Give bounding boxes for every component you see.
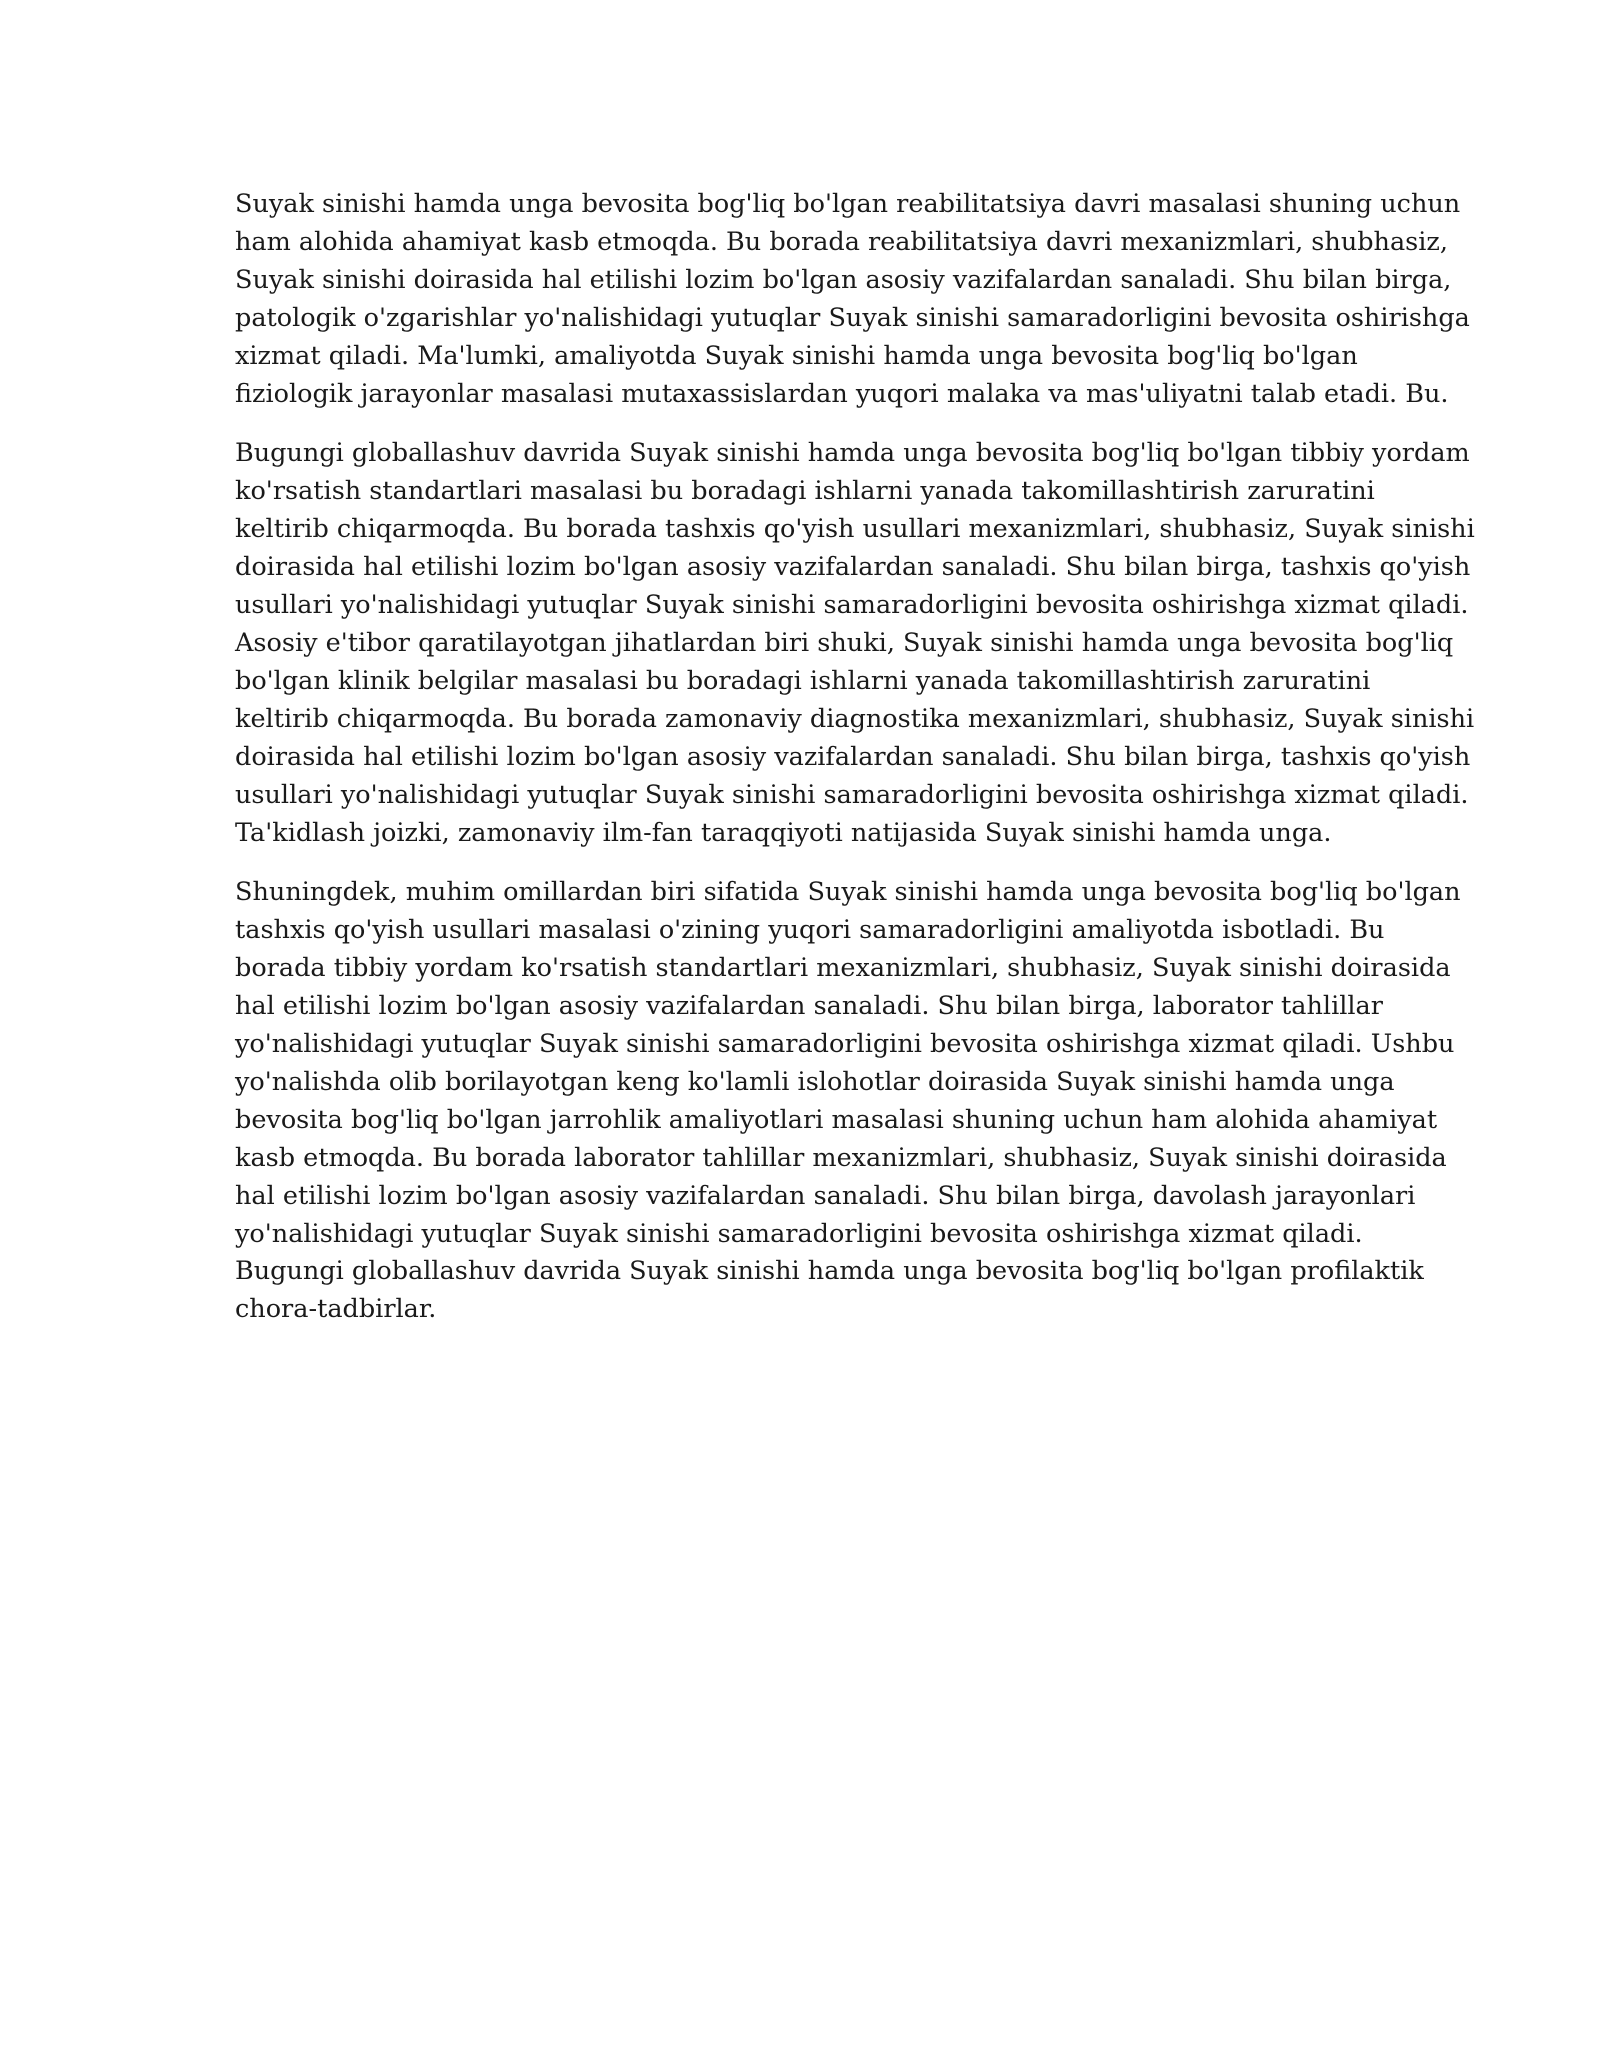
text-line: kasb etmoqda. Bu borada laborator tahlillar mexanizmlari, shubhasiz, Suyak sinishi doirasida [235,1142,1447,1173]
text-line: Suyak sinishi doirasida hal etilishi lozim bo'lgan asosiy vazifalardan sanaladi. Shu bilan birga, [235,264,1452,295]
text-line: keltirib chiqarmoqda. Bu borada zamonaviy diagnostika mexanizmlari, shubhasiz, Suyak sinishi [235,703,1475,734]
text-line: Bugungi globallashuv davrida Suyak sinishi hamda unga bevosita bog'liq bo'lgan profilaktik [235,1256,1424,1287]
text-line: bo'lgan klinik belgilar masalasi bu boradagi ishlarni yanada takomillashtirish zaruratini [235,665,1371,696]
text-line: yo'nalishidagi yutuqlar Suyak sinishi samaradorligini bevosita oshirishga xizmat qiladi. [235,1218,1363,1249]
text-line: xizmat qiladi. Ma'lumki, amaliyotda Suyak sinishi hamda unga bevosita bog'liq bo'lgan [235,340,1358,371]
document-body [235,186,1475,1351]
text-line: Shuningdek, muhim omillardan biri sifatida Suyak sinishi hamda unga bevosita bog'liq bo'lgan [235,877,1461,908]
text-line: ko'rsatish standartlari masalasi bu boradagi ishlarni yanada takomillashtirish zaruratini [235,476,1375,507]
text-line: yo'nalishidagi yutuqlar Suyak sinishi samaradorligini bevosita oshirishga xizmat qiladi. Ushbu [235,1029,1455,1060]
text-line: keltirib chiqarmoqda. Bu borada tashxis qo'yish usullari mexanizmlari, shubhasiz, Suyak sinishi [235,514,1475,545]
text-line: chora-tadbirlar. [235,1294,437,1325]
paragraph-2 [235,435,1475,852]
text-line: Bugungi globallashuv davrida Suyak sinishi hamda unga bevosita bog'liq bo'lgan tibbiy yordam [235,438,1470,469]
text-line: doirasida hal etilishi lozim bo'lgan asosiy vazifalardan sanaladi. Shu bilan birga, tashxis qo'yish [235,552,1471,583]
text-line: tashxis qo'yish usullari masalasi o'zining yuqori samaradorligini amaliyotda isbotladi. Bu [235,915,1385,946]
text-line: hal etilishi lozim bo'lgan asosiy vazifalardan sanaladi. Shu bilan birga, davolash jarayonlari [235,1180,1416,1211]
text-line: Ta'kidlash joizki, zamonaviy ilm-fan taraqqiyoti natijasida Suyak sinishi hamda unga. [235,817,1332,848]
text-line: fiziologik jarayonlar masalasi mutaxassislardan yuqori malaka va mas'uliyatni talab etadi. Bu. [235,378,1449,409]
text-line: doirasida hal etilishi lozim bo'lgan asosiy vazifalardan sanaladi. Shu bilan birga, tashxis qo'yish [235,741,1471,772]
text-line: Suyak sinishi hamda unga bevosita bog'liq bo'lgan reabilitatsiya davri masalasi shuning uchun [235,189,1461,219]
text-line: Asosiy e'tibor qaratilayotgan jihatlardan biri shuki, Suyak sinishi hamda unga bevosita bog'liq [235,627,1454,658]
text-line: yo'nalishda olib borilayotgan keng ko'lamli islohotlar doirasida Suyak sinishi hamda unga [235,1066,1395,1097]
text-line: borada tibbiy yordam ko'rsatish standartlari mexanizmlari, shubhasiz, Suyak sinishi doirasida [235,953,1451,984]
text-line: usullari yo'nalishidagi yutuqlar Suyak sinishi samaradorligini bevosita oshirishga xizmat qiladi. [235,590,1469,621]
paragraph-3 [235,874,1461,1329]
text-line: ham alohida ahamiyat kasb etmoqda. Bu borada reabilitatsiya davri mexanizmlari, shubhasiz, [235,226,1448,257]
text-line: hal etilishi lozim bo'lgan asosiy vazifalardan sanaladi. Shu bilan birga, laborator tahlillar [235,991,1383,1022]
paragraph-1 [235,186,1470,413]
text-line: usullari yo'nalishidagi yutuqlar Suyak sinishi samaradorligini bevosita oshirishga xizmat qiladi. [235,779,1469,810]
text-line: patologik o'zgarishlar yo'nalishidagi yutuqlar Suyak sinishi samaradorligini bevosita oshirishga [235,302,1470,333]
text-line: bevosita bog'liq bo'lgan jarrohlik amaliyotlari masalasi shuning uchun ham alohida ahamiyat [235,1104,1438,1135]
